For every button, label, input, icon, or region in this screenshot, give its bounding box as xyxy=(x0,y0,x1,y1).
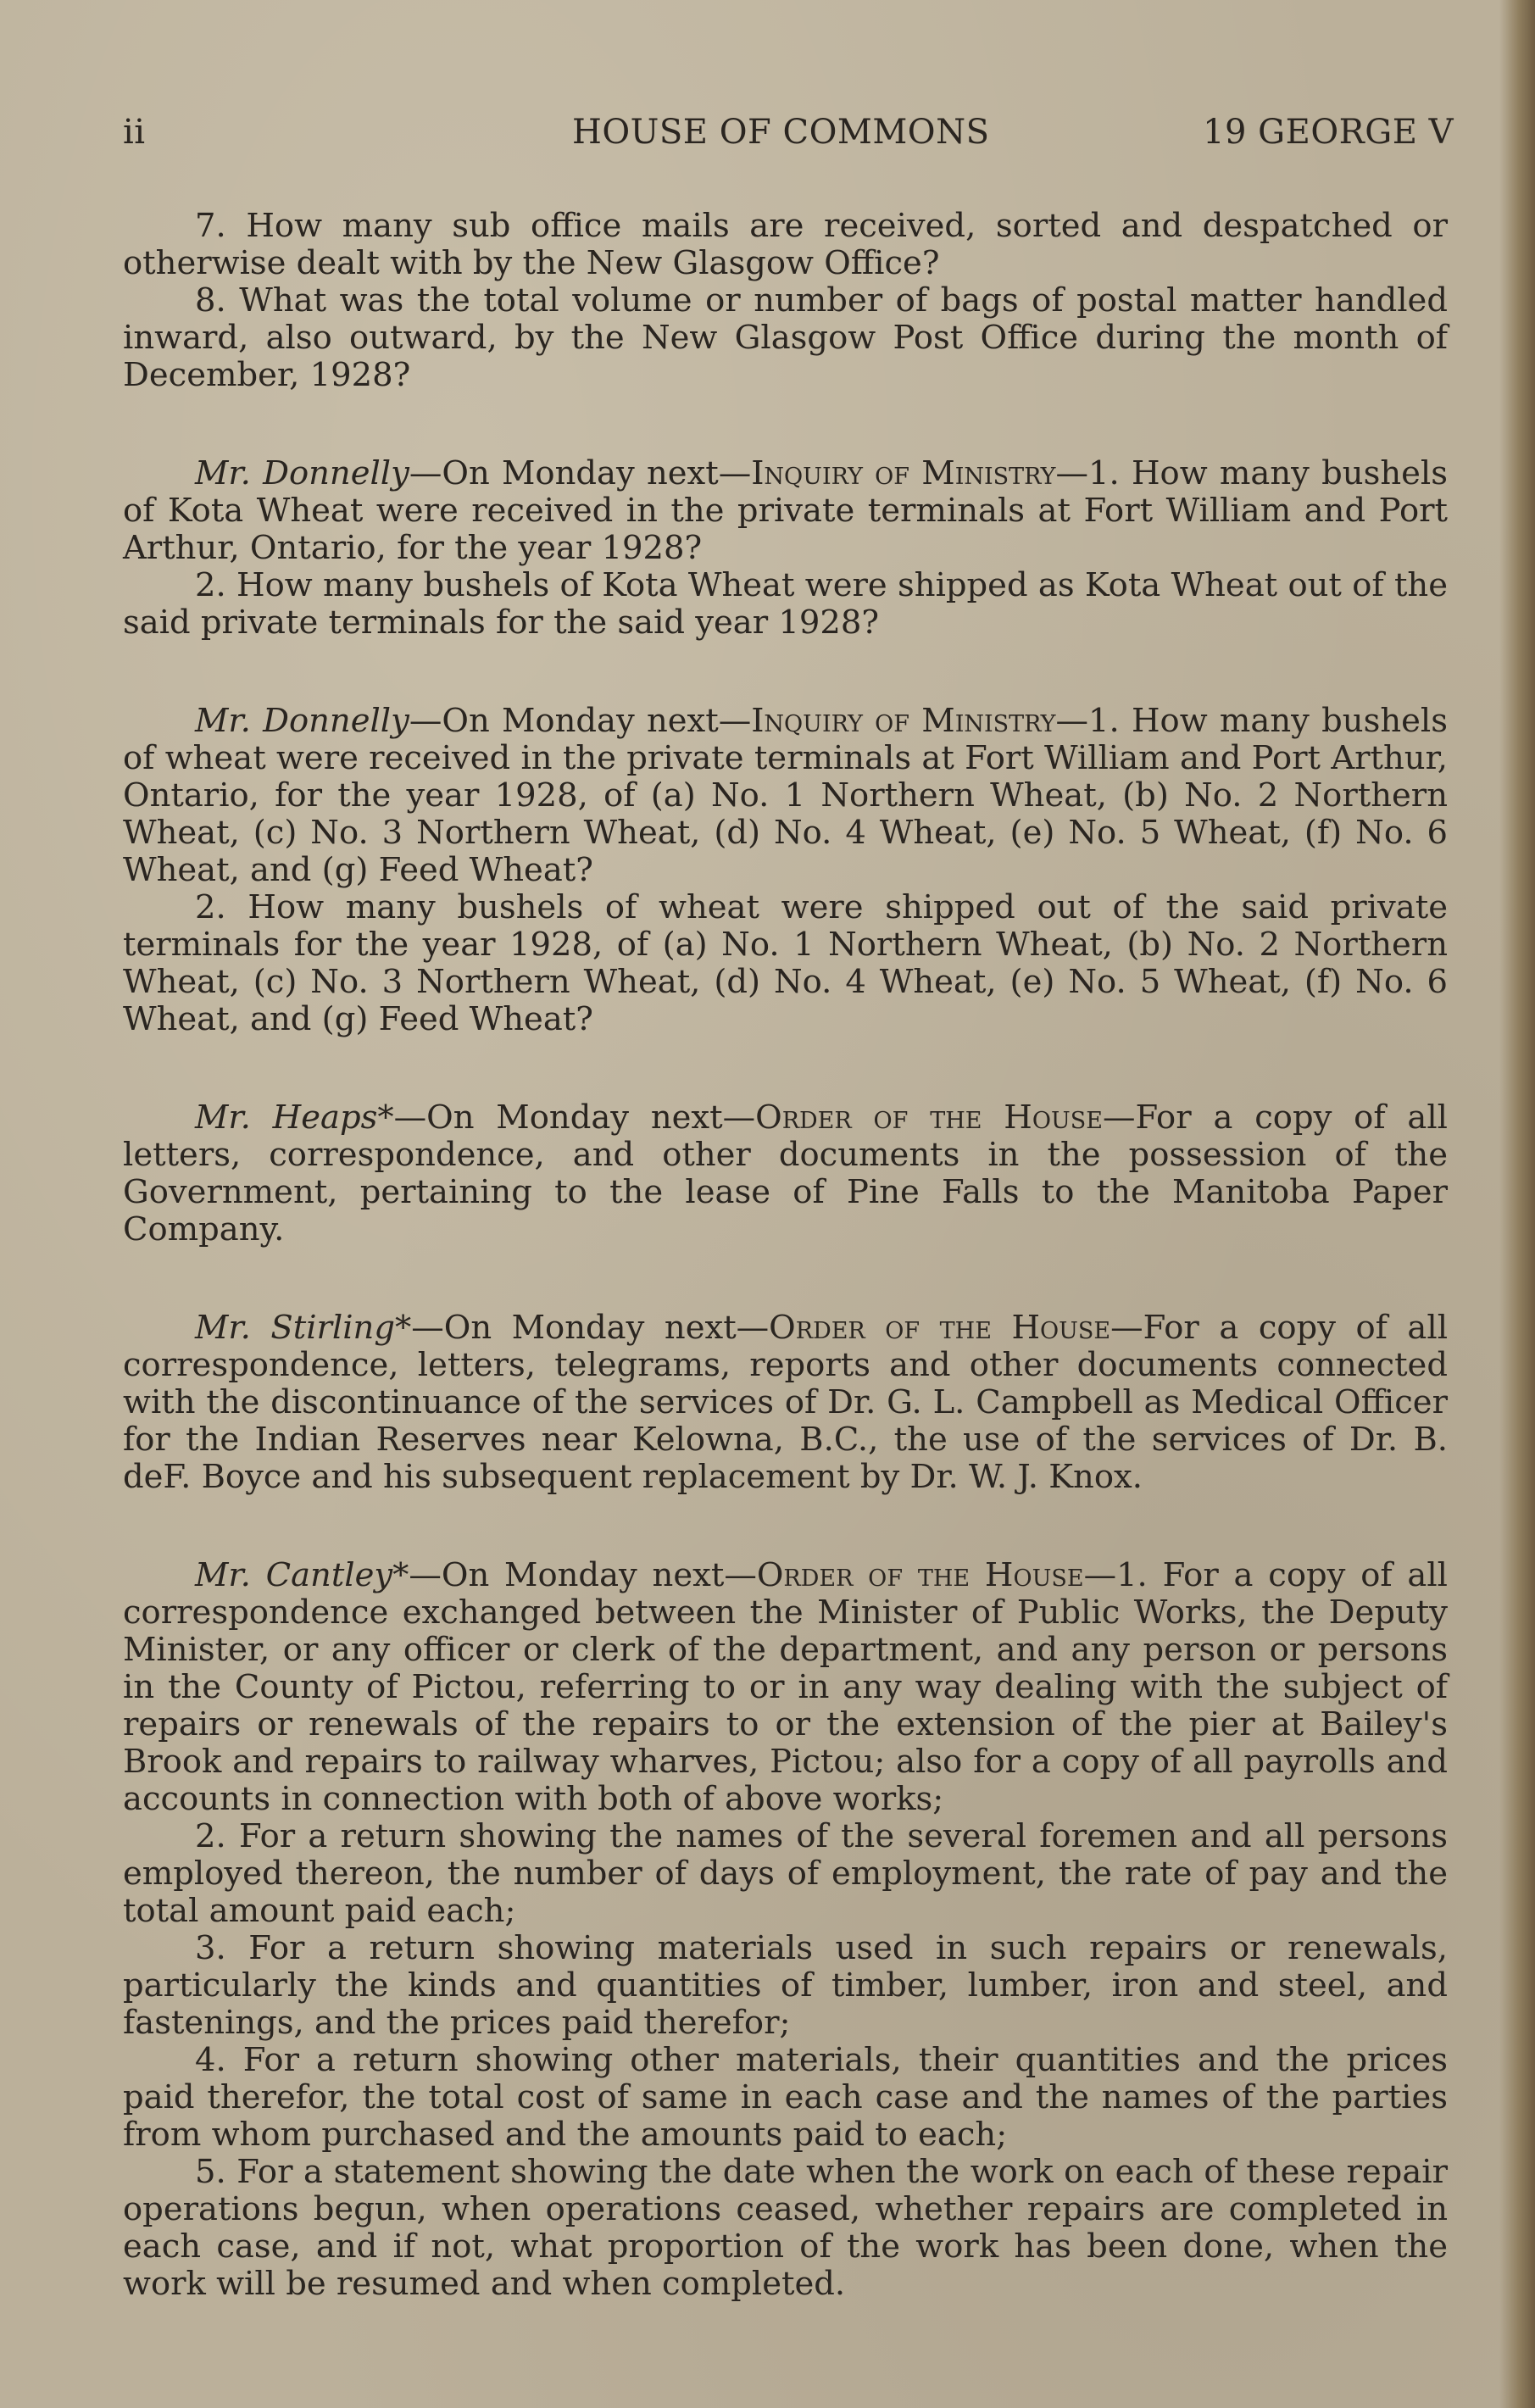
notice-paragraph xyxy=(123,1310,1448,1496)
document-body xyxy=(123,208,1448,2303)
notice-paragraph: 5. For a statement showing the date when the work on each of these repair operations begun, when operations ceased, whether repairs are completed in each case, and if not, what proportion of the work has been done, when the work will be resumed and when completed. xyxy=(123,2153,1448,2303)
notice-lead: —On Monday next— xyxy=(409,454,752,492)
notice-paragraph: 4. For a return showing other materials, their quantities and the prices paid therefor, the total cost of same in each case and the names of the parties from whom purchased and the amounts paid to each; xyxy=(123,2041,1448,2154)
notice-lead: —On Monday next— xyxy=(409,702,752,740)
running-header xyxy=(123,113,1454,164)
notice-text: —For a copy of all letters, correspondence, and other documents in the possession of the Government, pertaining to the lease of Pine Falls to the Manitoba Paper Company. xyxy=(123,1098,1448,1248)
notice-entry xyxy=(123,455,1448,642)
notice-paragraph xyxy=(123,703,1448,889)
notice-lead: —On Monday next— xyxy=(409,1556,757,1594)
notice-entry xyxy=(123,703,1448,1038)
member-name: Mr. Cantley* xyxy=(195,1556,409,1594)
notice-entry xyxy=(123,1099,1448,1248)
notice-paragraph xyxy=(123,1557,1448,1818)
notice-kind: Order of the House xyxy=(755,1098,1103,1137)
notice-lead: —On Monday next— xyxy=(393,1098,756,1137)
notice-paragraph: 2. For a return showing the names of the several foremen and all persons employed thereon, the number of days of employment, the rate of pay and the total amount paid each; xyxy=(123,1817,1448,1930)
member-name: Mr. Donnelly xyxy=(195,702,409,740)
notice-kind: Order of the House xyxy=(756,1556,1084,1594)
notice-lead: —On Monday next— xyxy=(411,1309,770,1347)
notice-paragraph: 2. How many bushels of wheat were shipped out of the said private terminals for the year 1928, of (a) No. 1 Northern Wheat, (b) No. 2 Northern Wheat, (c) No. 3 Northern Wheat, (d) No. 4 Wheat, (e) No. 5 Wheat, (f) No. 6 Wheat, and (g) Feed Wheat? xyxy=(123,888,1448,1038)
continued-questions xyxy=(123,208,1448,394)
notice-kind: Inquiry of Ministry xyxy=(751,702,1056,740)
page-edge-shadow xyxy=(1499,0,1535,2408)
notice-text: —1. How many bushels of wheat were received in the private terminals at Fort William and Port Arthur, Ontario, for the year 1928, of (a) No. 1 Northern Wheat, (b) No. 2 Northern Wheat, (c) No. 3 Northern Wheat, (d) No. 4 Wheat, (e) No. 5 Wheat, (f) No. 6 Wheat, and (g) Feed Wheat? xyxy=(123,702,1448,889)
notice-entry xyxy=(123,1557,1448,2303)
notice-paragraph: 2. How many bushels of Kota Wheat were shipped as Kota Wheat out of the said private terminals for the said year 1928? xyxy=(123,566,1448,642)
notice-paragraph: 3. For a return showing materials used in such repairs or renewals, particularly the kinds and quantities of timber, lumber, iron and steel, and fastenings, and the prices paid therefor; xyxy=(123,1929,1448,2042)
running-title: HOUSE OF COMMONS xyxy=(572,113,990,152)
notice-text: —For a copy of all correspondence, letters, telegrams, reports and other documents connected with the discontinuance of the services of Dr. G. L. Campbell as Medical Officer for the Indian Reserves near Kelowna, B.C., the use of the services of Dr. B. deF. Boyce and his subsequent replacement by Dr. W. J. Knox. xyxy=(123,1309,1449,1496)
notice-kind: Order of the House xyxy=(769,1309,1111,1347)
member-name: Mr. Stirling* xyxy=(195,1309,412,1347)
notice-entry xyxy=(123,1310,1448,1496)
question-paragraph: 7. How many sub office mails are received, sorted and despatched or otherwise dealt with by the New Glasgow Office? xyxy=(123,207,1448,282)
regnal-year: 19 GEORGE V xyxy=(1203,113,1454,152)
question-paragraph: 8. What was the total volume or number of bags of postal matter handled inward, also outward, by the New Glasgow Post Office during the month of December, 1928? xyxy=(123,281,1448,394)
notice-text: —1. How many bushels of Kota Wheat were received in the private terminals at Fort William and Port Arthur, Ontario, for the year 1928? xyxy=(123,454,1448,567)
member-name: Mr. Heaps* xyxy=(195,1098,394,1137)
notice-text: —1. For a copy of all correspondence exchanged between the Minister of Public Works, the Deputy Minister, or any officer or clerk of the department, and any person or persons in the County of Pictou, referring to or in any way dealing with the subject of repairs or renewals of the repairs to or the extension of the pier at Bailey's Brook and repairs to railway wharves, Pictou; also for a copy of all payrolls and accounts in connection with both of above works; xyxy=(123,1556,1448,1818)
notice-kind: Inquiry of Ministry xyxy=(751,454,1056,492)
page-number: ii xyxy=(123,113,146,152)
member-name: Mr. Donnelly xyxy=(195,454,409,492)
notice-paragraph xyxy=(123,455,1448,567)
notice-paragraph xyxy=(123,1099,1448,1248)
